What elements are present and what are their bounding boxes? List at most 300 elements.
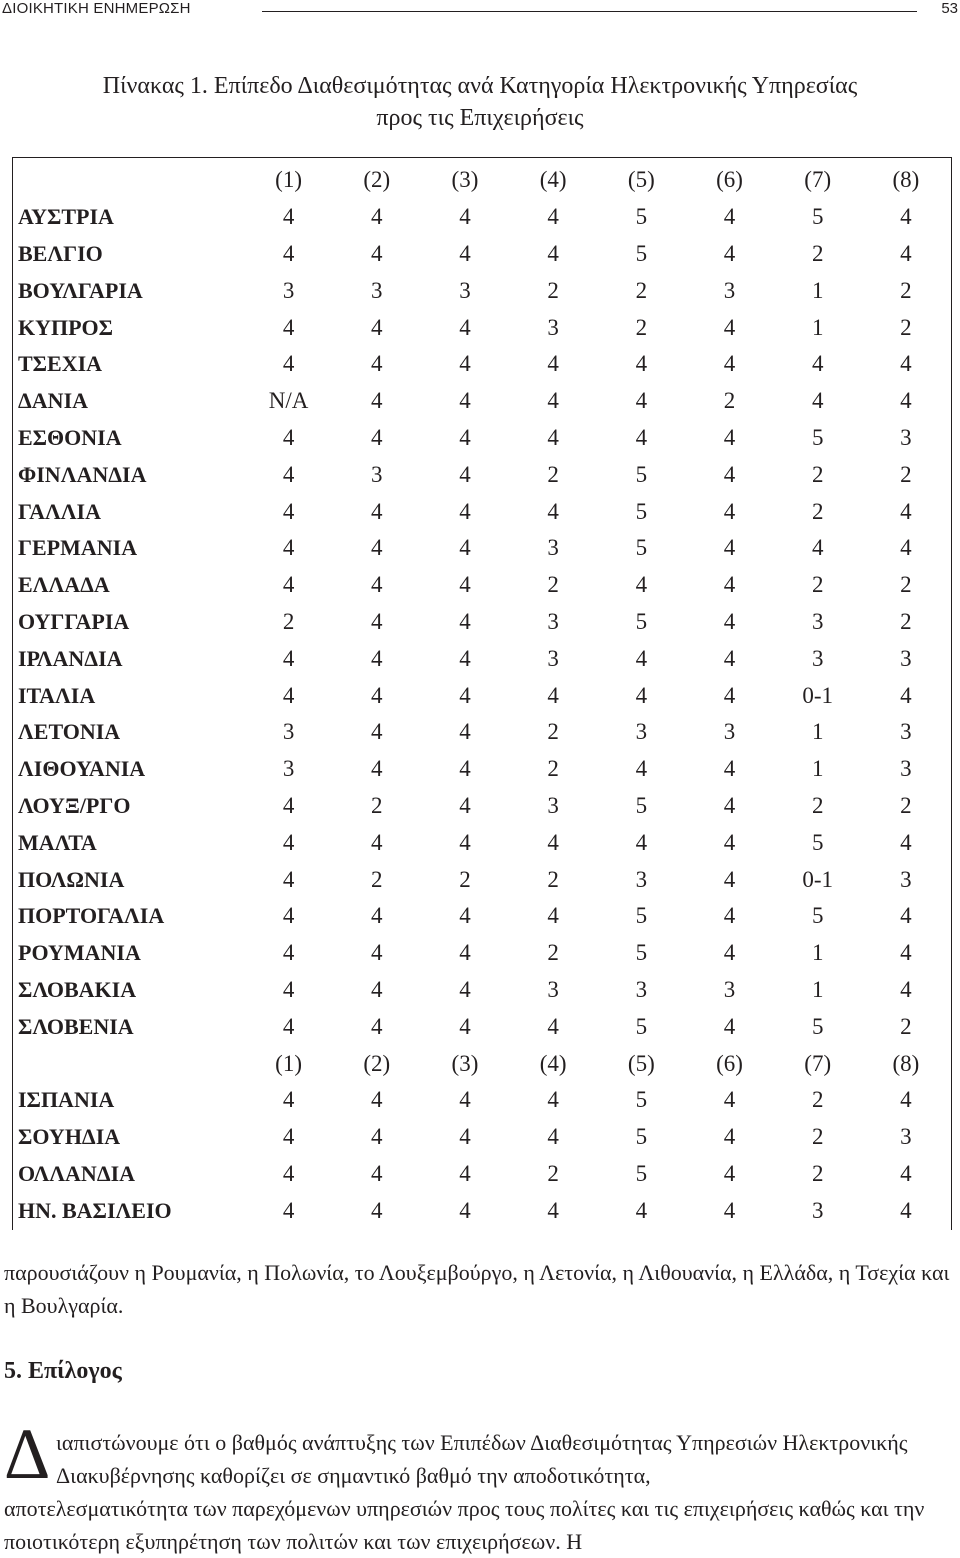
value-cell: 4 — [547, 1013, 559, 1039]
column-header: (2) — [363, 167, 391, 193]
value-cell: 2 — [811, 461, 824, 487]
value-cell: 3 — [723, 719, 736, 745]
value-cell: 4 — [459, 976, 471, 1002]
value-cell: 4 — [900, 1087, 912, 1113]
table-row — [12, 788, 950, 825]
value-cell: 4 — [459, 608, 471, 634]
value-cell: 4 — [723, 572, 736, 598]
value-cell: 3 — [811, 608, 824, 634]
value-cell: 4 — [459, 756, 471, 782]
value-cell: 2 — [811, 1124, 824, 1150]
table-row — [12, 898, 950, 935]
value-cell: 0-1 — [802, 682, 834, 708]
value-cell: 5 — [811, 829, 824, 855]
country-cell: ΠΟΛΩΝΙΑ — [18, 866, 125, 892]
value-cell: 4 — [723, 1124, 736, 1150]
value-cell: 3 — [282, 277, 295, 303]
value-cell: 5 — [635, 240, 648, 266]
value-cell: 4 — [459, 314, 471, 340]
column-header: (1) — [275, 1050, 302, 1076]
table-row — [12, 972, 950, 1009]
value-cell: 2 — [811, 792, 824, 818]
value-cell: 2 — [900, 277, 912, 303]
country-cell: ΠΟΡΤΟΓΑΛΙΑ — [18, 903, 165, 929]
value-cell: 5 — [635, 608, 648, 634]
country-cell: ΦΙΝΛΑΝΔΙΑ — [18, 461, 147, 487]
value-cell: 3 — [547, 314, 559, 340]
value-cell: 4 — [371, 608, 383, 634]
value-cell: 4 — [723, 1197, 736, 1223]
column-header: (3) — [451, 1050, 479, 1076]
dropcap-letter: Δ — [4, 1414, 51, 1494]
value-cell: 4 — [723, 1087, 736, 1113]
table-row — [12, 861, 950, 898]
value-cell: 4 — [811, 535, 824, 561]
value-cell: 5 — [635, 1013, 648, 1039]
header-rule — [262, 11, 917, 12]
value-cell: 4 — [371, 204, 383, 230]
value-cell: 1 — [811, 940, 824, 966]
value-cell: 2 — [547, 1160, 559, 1186]
value-cell: 3 — [547, 792, 559, 818]
value-cell: 4 — [900, 498, 912, 524]
column-header: (8) — [892, 167, 920, 193]
table-caption — [0, 70, 960, 134]
value-cell: 4 — [723, 498, 736, 524]
value-cell: 4 — [547, 240, 559, 266]
value-cell: 3 — [900, 1124, 912, 1150]
column-header: (7) — [804, 1050, 832, 1076]
value-cell: 4 — [635, 756, 648, 782]
value-cell: 4 — [723, 424, 736, 450]
value-cell: 4 — [459, 1197, 471, 1223]
value-cell: 2 — [811, 572, 824, 598]
column-header: (6) — [716, 1050, 743, 1076]
value-cell: 3 — [811, 645, 824, 671]
value-cell: 5 — [635, 1124, 648, 1150]
value-cell: 2 — [547, 719, 559, 745]
value-cell: 4 — [371, 535, 383, 561]
table-row — [12, 640, 950, 677]
value-cell: 4 — [635, 829, 648, 855]
value-cell: 4 — [371, 240, 383, 266]
country-cell: ΒΟΥΛΓΑΡΙΑ — [18, 277, 143, 303]
value-cell: 4 — [282, 792, 295, 818]
value-cell: 4 — [282, 1087, 295, 1113]
table-row — [12, 346, 950, 383]
value-cell: 3 — [547, 535, 559, 561]
value-cell: 4 — [547, 351, 559, 377]
value-cell: 4 — [723, 645, 736, 671]
value-cell: 4 — [723, 1013, 736, 1039]
value-cell: 5 — [635, 1087, 648, 1113]
value-cell: 1 — [811, 976, 824, 1002]
column-header: (4) — [539, 1050, 567, 1076]
value-cell: 4 — [282, 1124, 295, 1150]
country-cell: ΑΥΣΤΡΙΑ — [18, 204, 114, 230]
country-cell: ΙΤΑΛΙΑ — [18, 682, 96, 708]
value-cell: 4 — [371, 719, 383, 745]
paragraph-epilogue-start: ιαπιστώνουμε ότι ο βαθμός ανάπτυξης των Επιπέδων Διαθεσιμότητας Υπηρεσιών Ηλεκτρονικής Διακυβέρνησης καθορίζει σε σημαντικό βαθμό την αποδοτικότητα, — [56, 1430, 908, 1488]
value-cell: 4 — [811, 351, 824, 377]
value-cell: 3 — [811, 1197, 824, 1223]
value-cell: 5 — [635, 1160, 648, 1186]
value-cell: 2 — [547, 940, 559, 966]
value-cell: 4 — [547, 903, 559, 929]
value-cell: 4 — [723, 461, 736, 487]
value-cell: 3 — [459, 277, 471, 303]
value-cell: 4 — [900, 1160, 912, 1186]
value-cell: 4 — [723, 792, 736, 818]
country-cell: ΚΥΠΡΟΣ — [18, 314, 114, 340]
value-cell: 2 — [900, 314, 912, 340]
value-cell: 4 — [282, 1197, 295, 1223]
value-cell: 3 — [723, 277, 736, 303]
table-row — [12, 309, 950, 346]
value-cell: 4 — [900, 388, 912, 414]
country-cell: ΙΡΛΑΝΔΙΑ — [18, 645, 123, 671]
header-corner-cell — [12, 162, 244, 199]
value-cell: 4 — [547, 1197, 559, 1223]
country-cell: ΛΕΤΟΝΙΑ — [18, 719, 121, 745]
value-cell: 4 — [459, 461, 471, 487]
value-cell: 4 — [723, 940, 736, 966]
table-row — [12, 272, 950, 309]
country-cell: ΣΛΟΒΑΚΙΑ — [18, 976, 137, 1002]
value-cell: 4 — [459, 424, 471, 450]
value-cell: 3 — [635, 719, 648, 745]
value-cell: 4 — [459, 1160, 471, 1186]
caption-line-2: προς τις Επιχειρήσεις — [376, 105, 584, 131]
running-header — [0, 0, 960, 26]
column-header: (8) — [892, 1050, 920, 1076]
country-cell: ΜΑΛΤΑ — [18, 829, 97, 855]
table-row — [12, 530, 950, 567]
table-repeat-header-row — [12, 1045, 950, 1082]
page-number: 53 — [941, 0, 958, 17]
value-cell: 4 — [900, 204, 912, 230]
value-cell: 3 — [900, 756, 912, 782]
value-cell: 3 — [635, 866, 648, 892]
table-row — [12, 493, 950, 530]
value-cell: 4 — [635, 645, 648, 671]
country-cell: ΛΟΥΞ/ΡΓΟ — [18, 792, 131, 818]
country-cell: ΕΛΛΑΔΑ — [18, 572, 110, 598]
value-cell: 5 — [811, 424, 824, 450]
caption-line-1: Πίνακας 1. Επίπεδο Διαθεσιμότητας ανά Κατηγορία Ηλεκτρονικής Υπηρεσίας — [102, 73, 858, 99]
value-cell: 4 — [459, 204, 471, 230]
value-cell: 4 — [635, 351, 648, 377]
value-cell: 1 — [811, 719, 824, 745]
value-cell: 4 — [371, 645, 383, 671]
availability-table — [12, 162, 950, 1229]
value-cell: 4 — [723, 829, 736, 855]
value-cell: 4 — [371, 682, 383, 708]
table-row — [12, 751, 950, 788]
value-cell: 4 — [371, 498, 383, 524]
value-cell: 2 — [459, 866, 471, 892]
value-cell: 2 — [900, 792, 912, 818]
value-cell: 4 — [547, 388, 559, 414]
value-cell: 4 — [723, 866, 736, 892]
value-cell: 4 — [900, 940, 912, 966]
country-cell: ΒΕΛΓΙΟ — [18, 240, 103, 266]
country-cell — [12, 1045, 244, 1082]
value-cell: 4 — [459, 792, 471, 818]
value-cell: 4 — [900, 903, 912, 929]
value-cell: 4 — [371, 1013, 383, 1039]
value-cell: 4 — [371, 424, 383, 450]
value-cell: 3 — [900, 719, 912, 745]
table-row — [12, 714, 950, 751]
table-row — [12, 1082, 950, 1119]
value-cell: 5 — [635, 498, 648, 524]
value-cell: 4 — [282, 461, 295, 487]
value-cell: 4 — [371, 314, 383, 340]
country-cell: ΔΑΝΙΑ — [18, 388, 89, 414]
value-cell: 4 — [547, 1124, 559, 1150]
value-cell: 4 — [459, 645, 471, 671]
country-cell: ΓΑΛΛΙΑ — [18, 498, 101, 524]
table-row — [12, 935, 950, 972]
table-row — [12, 1008, 950, 1045]
value-cell: 3 — [547, 976, 559, 1002]
value-cell: 4 — [723, 240, 736, 266]
table-row — [12, 1156, 950, 1193]
value-cell: 2 — [371, 866, 383, 892]
country-cell: ΛΙΘΟΥΑΝΙΑ — [18, 756, 146, 782]
value-cell: 2 — [811, 240, 824, 266]
value-cell: 4 — [547, 498, 559, 524]
value-cell: 3 — [900, 866, 912, 892]
value-cell: 0-1 — [802, 866, 834, 892]
value-cell: 4 — [723, 351, 736, 377]
value-cell: 4 — [635, 1197, 648, 1223]
value-cell: 4 — [635, 388, 648, 414]
value-cell: 4 — [635, 424, 648, 450]
value-cell: 4 — [282, 940, 295, 966]
paragraph-continuation: παρουσιάζουν η Ρουμανία, η Πολωνία, το Λουξεμβούργο, η Λετονία, η Λιθουανία, η Ελλάδα, η Τσεχία και η Βουλγαρία. — [4, 1260, 950, 1318]
value-cell: 4 — [282, 314, 295, 340]
value-cell: 4 — [282, 682, 295, 708]
value-cell: 2 — [547, 756, 559, 782]
value-cell: 4 — [723, 903, 736, 929]
value-cell: 3 — [900, 645, 912, 671]
value-cell: 4 — [723, 535, 736, 561]
value-cell: 2 — [900, 1013, 912, 1039]
value-cell: 4 — [459, 498, 471, 524]
value-cell: 3 — [723, 976, 736, 1002]
value-cell: 4 — [459, 351, 471, 377]
value-cell: 2 — [635, 314, 648, 340]
table-row — [12, 824, 950, 861]
value-cell: 4 — [282, 424, 295, 450]
running-title: ΔΙΟΙΚΗΤΙΚΗ ΕΝΗΜΕΡΩΣΗ — [2, 0, 191, 17]
value-cell: 3 — [282, 756, 295, 782]
value-cell: N/A — [268, 388, 309, 414]
value-cell: 2 — [811, 1160, 824, 1186]
value-cell: 4 — [282, 645, 295, 671]
value-cell: 4 — [459, 240, 471, 266]
value-cell: 4 — [900, 682, 912, 708]
value-cell: 4 — [900, 829, 912, 855]
value-cell: 3 — [547, 645, 559, 671]
value-cell: 4 — [282, 1160, 295, 1186]
value-cell: 2 — [811, 1087, 824, 1113]
column-header: (4) — [539, 167, 567, 193]
table-row — [12, 199, 950, 236]
value-cell: 2 — [547, 572, 559, 598]
value-cell: 4 — [371, 388, 383, 414]
value-cell: 4 — [547, 829, 559, 855]
value-cell: 4 — [459, 1124, 471, 1150]
value-cell: 4 — [459, 903, 471, 929]
value-cell: 2 — [900, 608, 912, 634]
country-cell: ΙΣΠΑΝΙΑ — [18, 1087, 115, 1113]
value-cell: 2 — [282, 608, 295, 634]
table-row — [12, 420, 950, 457]
value-cell: 4 — [635, 572, 648, 598]
value-cell: 4 — [371, 940, 383, 966]
value-cell: 4 — [282, 204, 295, 230]
value-cell: 5 — [811, 1013, 824, 1039]
country-cell: ΟΛΛΑΝΔΙΑ — [18, 1160, 136, 1186]
value-cell: 3 — [900, 424, 912, 450]
value-cell: 4 — [459, 535, 471, 561]
table-row — [12, 1192, 950, 1229]
value-cell: 2 — [811, 498, 824, 524]
value-cell: 1 — [811, 314, 824, 340]
value-cell: 3 — [635, 976, 648, 1002]
country-cell: ΟΥΓΓΑΡΙΑ — [18, 608, 130, 634]
section-heading: 5. Επίλογος — [4, 1358, 122, 1384]
value-cell: 5 — [635, 940, 648, 966]
value-cell: 4 — [282, 866, 295, 892]
table-row — [12, 604, 950, 641]
value-cell: 1 — [811, 277, 824, 303]
country-cell: ΣΟΥΗΔΙΑ — [18, 1124, 121, 1150]
value-cell: 5 — [811, 903, 824, 929]
value-cell: 5 — [635, 204, 648, 230]
value-cell: 5 — [811, 204, 824, 230]
value-cell: 2 — [371, 792, 383, 818]
value-cell: 4 — [900, 976, 912, 1002]
table-row — [12, 677, 950, 714]
value-cell: 4 — [371, 1160, 383, 1186]
table-row — [12, 456, 950, 493]
value-cell: 4 — [900, 351, 912, 377]
value-cell: 4 — [371, 1124, 383, 1150]
country-cell: ΡΟΥΜΑΝΙΑ — [18, 940, 141, 966]
value-cell: 4 — [282, 535, 295, 561]
value-cell: 4 — [459, 1087, 471, 1113]
paragraph-epilogue-end: αποτελεσματικότητα των παρεχόμενων υπηρεσιών προς τους πολίτες και τις επιχειρήσεις καθώς και την ποιοτικότερη εξυπηρέτηση των πολιτών και των επιχειρήσεων. Η — [4, 1496, 925, 1554]
value-cell: 4 — [371, 756, 383, 782]
table-row — [12, 383, 950, 420]
value-cell: 4 — [371, 1087, 383, 1113]
value-cell: 4 — [547, 204, 559, 230]
value-cell: 2 — [900, 461, 912, 487]
value-cell: 4 — [900, 1197, 912, 1223]
table-row — [12, 567, 950, 604]
value-cell: 4 — [811, 388, 824, 414]
column-header: (6) — [716, 167, 743, 193]
value-cell: 4 — [723, 204, 736, 230]
value-cell: 4 — [371, 976, 383, 1002]
value-cell: 4 — [459, 940, 471, 966]
value-cell: 4 — [900, 240, 912, 266]
column-header: (2) — [363, 1050, 391, 1076]
column-header: (1) — [275, 167, 302, 193]
value-cell: 4 — [900, 535, 912, 561]
value-cell: 4 — [723, 682, 736, 708]
value-cell: 2 — [900, 572, 912, 598]
country-cell: ΗΝ. ΒΑΣΙΛΕΙΟ — [18, 1197, 172, 1223]
value-cell: 4 — [459, 719, 471, 745]
value-cell: 3 — [371, 461, 383, 487]
value-cell: 4 — [282, 572, 295, 598]
value-cell: 5 — [635, 792, 648, 818]
column-header: (3) — [451, 167, 479, 193]
value-cell: 2 — [547, 866, 559, 892]
value-cell: 4 — [371, 903, 383, 929]
value-cell: 4 — [371, 351, 383, 377]
value-cell: 3 — [547, 608, 559, 634]
value-cell: 4 — [371, 829, 383, 855]
table-row — [12, 1119, 950, 1156]
table-header-row — [12, 162, 950, 199]
value-cell: 2 — [547, 461, 559, 487]
value-cell: 4 — [282, 498, 295, 524]
value-cell: 5 — [635, 535, 648, 561]
country-cell: ΣΛΟΒΕΝΙΑ — [18, 1013, 134, 1039]
value-cell: 4 — [635, 682, 648, 708]
value-cell: 4 — [282, 829, 295, 855]
column-header: (5) — [627, 1050, 655, 1076]
value-cell: 4 — [282, 351, 295, 377]
value-cell: 4 — [547, 424, 559, 450]
value-cell: 2 — [635, 277, 648, 303]
value-cell: 4 — [723, 314, 736, 340]
value-cell: 4 — [459, 1013, 471, 1039]
value-cell: 1 — [811, 756, 824, 782]
value-cell: 4 — [723, 1160, 736, 1186]
value-cell: 4 — [723, 608, 736, 634]
value-cell: 3 — [371, 277, 383, 303]
value-cell: 4 — [459, 829, 471, 855]
value-cell: 4 — [459, 682, 471, 708]
value-cell: 3 — [282, 719, 295, 745]
value-cell: 4 — [459, 388, 471, 414]
value-cell: 4 — [371, 1197, 383, 1223]
country-cell: ΕΣΘΟΝΙΑ — [18, 424, 122, 450]
value-cell: 2 — [547, 277, 559, 303]
value-cell: 4 — [547, 1087, 559, 1113]
value-cell: 4 — [282, 903, 295, 929]
country-cell: ΤΣΕΧΙΑ — [18, 351, 103, 377]
country-cell: ΓΕΡΜΑΝΙΑ — [18, 535, 138, 561]
value-cell: 4 — [282, 240, 295, 266]
value-cell: 4 — [371, 572, 383, 598]
value-cell: 4 — [723, 756, 736, 782]
value-cell: 4 — [547, 682, 559, 708]
table-row — [12, 236, 950, 273]
value-cell: 5 — [635, 461, 648, 487]
value-cell: 5 — [635, 903, 648, 929]
value-cell: 4 — [459, 572, 471, 598]
column-header: (7) — [804, 167, 832, 193]
column-header: (5) — [627, 167, 655, 193]
